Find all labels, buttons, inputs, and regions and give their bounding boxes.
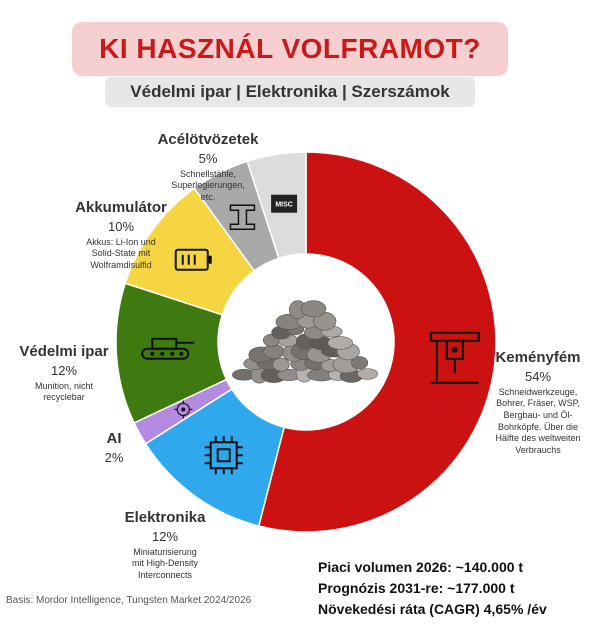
slice-percent: 10% [107,219,135,234]
market-stats [318,557,547,620]
label-ai [92,430,136,466]
ore-rock [328,337,353,350]
ore-rock [301,301,326,317]
slice-name: AI [106,430,122,447]
stat-volume: Piaci volumen 2026: ~140.000 t [318,559,524,575]
slice-description: Akkus: Li-Ion und Solid-State mit Wolframdisulfid [86,236,156,270]
page-subtitle: Védelmi ipar | Elektronika | Szerszámok [105,77,475,107]
slice-name: Acélötvözetek [157,131,259,148]
source-note: Basis: Mordor Intelligence, Tungsten Market 2024/2026 [6,595,252,606]
svg-text:MISC: MISC [275,201,293,209]
stat-forecast: Prognózis 2031-re: ~177.000 t [318,580,515,596]
slice-name: Védelmi ipar [19,343,109,360]
label-elektronika [100,509,230,582]
stat-cagr: Növekedési ráta (CAGR) 4,65% /év [318,601,547,617]
slice-description: Miniaturisierung mit High-Density Interconnects [131,546,198,580]
label-acelotvozetek [144,131,272,204]
slice-name: Keményfém [495,349,581,366]
ore-rock [357,369,377,380]
label-akkumulator [62,199,180,272]
slice-percent: 12% [50,363,78,378]
misc-icon [271,195,297,213]
ore-rock [273,358,290,371]
slice-percent: 54% [524,369,552,384]
slice-description: Schneidwerkzeuge, Bohrer, Fräser, WSP, Bergbau- und Öl- Bohrköpfe. Über die Hälfte des weltweiten Verbrauchs [495,386,581,456]
page-title: KI HASZNÁL VOLFRAMOT? [72,22,508,76]
slice-percent: 5% [198,151,218,166]
label-kemenyfem [478,349,598,457]
slice-description: Munition, nicht recyclebar [34,380,94,403]
slice-name: Akkumulátor [75,199,167,216]
slice-percent: 2% [104,450,124,465]
label-vedelmi-ipar [8,343,120,404]
slice-name: Elektronika [124,509,206,526]
slice-description: Schnellstähle, Superlegierungen, etc. [171,168,245,202]
slice-percent: 12% [151,529,179,544]
